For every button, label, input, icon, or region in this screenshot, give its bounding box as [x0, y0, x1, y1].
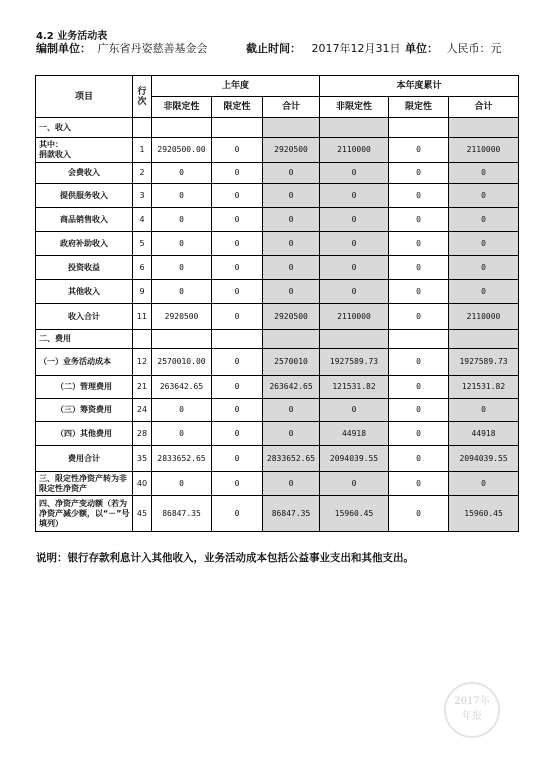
cell-cur-restricted: 0: [389, 304, 449, 330]
cell-cur-unrestricted: 0: [320, 163, 389, 184]
cell-prev-total: 2920500: [263, 138, 320, 163]
cell-cur-restricted: 0: [389, 472, 449, 496]
row-number: 28: [133, 422, 152, 446]
header-prev-year: 上年度: [152, 76, 320, 97]
row-number: 6: [133, 256, 152, 280]
row-item: 政府补助收入: [36, 232, 133, 256]
cell-cur-total: [449, 330, 519, 349]
currency-value: 人民币：元: [446, 42, 502, 55]
cell-prev-unrestricted: 0: [152, 472, 212, 496]
stamp-year: 2017年: [454, 696, 490, 707]
cell-prev-restricted: 0: [212, 232, 263, 256]
cell-prev-total: 2920500: [263, 304, 320, 330]
cell-prev-total: [263, 118, 320, 138]
cell-cur-unrestricted: 121531.82: [320, 376, 389, 399]
cell-prev-restricted: 0: [212, 280, 263, 304]
stamp-label: 年报: [462, 711, 482, 722]
cell-cur-total: 0: [449, 163, 519, 184]
table-row: [36, 446, 519, 472]
cell-cur-unrestricted: 0: [320, 256, 389, 280]
cell-prev-restricted: 0: [212, 163, 263, 184]
cell-prev-total: 0: [263, 232, 320, 256]
cell-prev-unrestricted: [152, 330, 212, 349]
cell-cur-unrestricted: 0: [320, 472, 389, 496]
table-row: [36, 496, 519, 532]
footnote: 说明：银行存款利息计入其他收入，业务活动成本包括公益事业支出和其他支出。: [36, 552, 414, 564]
row-item: 四、净资产变动额（若为净资产减少额，以“－”号填列）: [36, 496, 133, 532]
cell-cur-unrestricted: 15960.45: [320, 496, 389, 532]
cell-prev-restricted: 0: [212, 138, 263, 163]
header-prev-total: 合计: [263, 97, 320, 118]
row-item: 收入合计: [36, 304, 133, 330]
cell-cur-unrestricted: 2110000: [320, 138, 389, 163]
cell-prev-total: 2570010: [263, 349, 320, 376]
cell-prev-unrestricted: 0: [152, 256, 212, 280]
activity-table: [35, 75, 519, 532]
row-item: 商品销售收入: [36, 208, 133, 232]
row-item: 一、收入: [36, 118, 133, 138]
table-row: [36, 163, 519, 184]
cell-prev-total: 0: [263, 256, 320, 280]
cell-prev-unrestricted: 2833652.65: [152, 446, 212, 472]
row-number: 35: [133, 446, 152, 472]
cell-cur-total: 0: [449, 232, 519, 256]
cell-prev-restricted: 0: [212, 184, 263, 208]
cell-prev-total: 0: [263, 399, 320, 422]
row-item: （三）筹资费用: [36, 399, 133, 422]
row-number: 3: [133, 184, 152, 208]
cell-prev-restricted: 0: [212, 256, 263, 280]
cell-prev-unrestricted: 0: [152, 280, 212, 304]
table-row: [36, 184, 519, 208]
cell-prev-total: 86847.35: [263, 496, 320, 532]
row-number: 4: [133, 208, 152, 232]
row-item: （二）管理费用: [36, 376, 133, 399]
row-item: 费用合计: [36, 446, 133, 472]
cell-prev-unrestricted: 0: [152, 422, 212, 446]
cell-cur-restricted: 0: [389, 349, 449, 376]
cell-prev-restricted: 0: [212, 208, 263, 232]
deadline-value: 2017年12月31日: [311, 42, 401, 55]
row-number: 2: [133, 163, 152, 184]
annual-report-stamp: [444, 682, 500, 738]
row-number: 11: [133, 304, 152, 330]
cell-prev-restricted: [212, 118, 263, 138]
cell-cur-restricted: 0: [389, 208, 449, 232]
table-row: [36, 280, 519, 304]
row-item: 三、限定性净资产转为非限定性净资产: [36, 472, 133, 496]
cell-cur-unrestricted: 2094039.55: [320, 446, 389, 472]
row-item: 会费收入: [36, 163, 133, 184]
cell-prev-unrestricted: 2570010.00: [152, 349, 212, 376]
table-row: [36, 118, 519, 138]
header-prev-restricted: 限定性: [212, 97, 263, 118]
cell-cur-restricted: 0: [389, 184, 449, 208]
table-row: [36, 376, 519, 399]
row-number: 5: [133, 232, 152, 256]
cell-cur-restricted: 0: [389, 422, 449, 446]
cell-cur-total: 2110000: [449, 304, 519, 330]
table-row: [36, 232, 519, 256]
cell-prev-total: [263, 330, 320, 349]
cell-cur-total: 0: [449, 184, 519, 208]
row-item: 提供服务收入: [36, 184, 133, 208]
cell-cur-unrestricted: 0: [320, 280, 389, 304]
row-item: 其中： 捐款收入: [36, 138, 133, 163]
row-number: 24: [133, 399, 152, 422]
table-row: [36, 304, 519, 330]
cell-cur-total: 2094039.55: [449, 446, 519, 472]
cell-prev-unrestricted: 2920500.00: [152, 138, 212, 163]
cell-cur-restricted: 0: [389, 446, 449, 472]
header-cur-unrestricted: 非限定性: [320, 97, 389, 118]
cell-cur-total: 0: [449, 472, 519, 496]
cell-prev-unrestricted: 2920500: [152, 304, 212, 330]
cell-prev-unrestricted: 0: [152, 208, 212, 232]
cell-cur-unrestricted: 0: [320, 399, 389, 422]
row-number: 12: [133, 349, 152, 376]
row-item: （一）业务活动成本: [36, 349, 133, 376]
table-row: [36, 208, 519, 232]
table-row: [36, 349, 519, 376]
header-prev-unrestricted: 非限定性: [152, 97, 212, 118]
cell-cur-restricted: 0: [389, 399, 449, 422]
cell-prev-unrestricted: 263642.65: [152, 376, 212, 399]
header-item: 项目: [36, 76, 133, 118]
cell-prev-restricted: [212, 330, 263, 349]
deadline-label: 截止时间：: [246, 42, 301, 55]
row-item: 二、费用: [36, 330, 133, 349]
row-number: 21: [133, 376, 152, 399]
row-number: 1: [133, 138, 152, 163]
cell-cur-restricted: 0: [389, 138, 449, 163]
cell-cur-unrestricted: [320, 118, 389, 138]
table-row: [36, 422, 519, 446]
table-row: [36, 256, 519, 280]
cell-cur-restricted: [389, 118, 449, 138]
cell-prev-unrestricted: 0: [152, 399, 212, 422]
header-row-no: 行次: [133, 76, 152, 118]
cell-prev-total: 0: [263, 472, 320, 496]
cell-cur-restricted: 0: [389, 376, 449, 399]
cell-cur-total: 44918: [449, 422, 519, 446]
cell-cur-restricted: 0: [389, 256, 449, 280]
cell-cur-unrestricted: 0: [320, 208, 389, 232]
cell-prev-restricted: 0: [212, 422, 263, 446]
cell-cur-total: [449, 118, 519, 138]
row-item: （四）其他费用: [36, 422, 133, 446]
cell-prev-unrestricted: 0: [152, 163, 212, 184]
row-number: [133, 330, 152, 349]
cell-prev-total: 2833652.65: [263, 446, 320, 472]
cell-cur-total: 1927589.73: [449, 349, 519, 376]
cell-cur-restricted: 0: [389, 280, 449, 304]
cell-cur-restricted: 0: [389, 496, 449, 532]
row-item: 投资收益: [36, 256, 133, 280]
cell-cur-total: 0: [449, 280, 519, 304]
cell-prev-unrestricted: 0: [152, 184, 212, 208]
cell-prev-total: 0: [263, 422, 320, 446]
cell-prev-restricted: 0: [212, 304, 263, 330]
cell-prev-unrestricted: 0: [152, 232, 212, 256]
cell-cur-unrestricted: 0: [320, 184, 389, 208]
cell-cur-unrestricted: [320, 330, 389, 349]
unit-label: 编制单位：: [36, 42, 91, 55]
row-number: [133, 118, 152, 138]
row-number: 40: [133, 472, 152, 496]
cell-cur-restricted: 0: [389, 163, 449, 184]
cell-prev-total: 0: [263, 163, 320, 184]
row-number: 45: [133, 496, 152, 532]
currency-label: 单位：: [405, 42, 438, 55]
table-row: [36, 399, 519, 422]
header-cur-restricted: 限定性: [389, 97, 449, 118]
row-number: 9: [133, 280, 152, 304]
header-cur-year: 本年度累计: [320, 76, 519, 97]
cell-prev-total: 0: [263, 208, 320, 232]
cell-prev-total: 0: [263, 184, 320, 208]
table-row: [36, 330, 519, 349]
cell-prev-restricted: 0: [212, 472, 263, 496]
cell-prev-restricted: 0: [212, 446, 263, 472]
cell-cur-total: 0: [449, 208, 519, 232]
report-info: [36, 42, 516, 56]
cell-cur-unrestricted: 1927589.73: [320, 349, 389, 376]
section-title: 4.2 业务活动表: [36, 31, 108, 42]
cell-prev-restricted: 0: [212, 376, 263, 399]
cell-prev-restricted: 0: [212, 496, 263, 532]
cell-cur-restricted: 0: [389, 232, 449, 256]
cell-cur-restricted: [389, 330, 449, 349]
cell-cur-total: 121531.82: [449, 376, 519, 399]
row-item: 其他收入: [36, 280, 133, 304]
cell-prev-restricted: 0: [212, 399, 263, 422]
cell-cur-total: 2110000: [449, 138, 519, 163]
cell-cur-total: 0: [449, 399, 519, 422]
header-cur-total: 合计: [449, 97, 519, 118]
cell-prev-total: 263642.65: [263, 376, 320, 399]
cell-cur-total: 0: [449, 256, 519, 280]
unit-value: 广东省丹姿慈善基金会: [97, 42, 208, 55]
table-row: [36, 472, 519, 496]
cell-cur-unrestricted: 0: [320, 232, 389, 256]
cell-cur-unrestricted: 44918: [320, 422, 389, 446]
cell-cur-unrestricted: 2110000: [320, 304, 389, 330]
table-row: [36, 138, 519, 163]
cell-prev-total: 0: [263, 280, 320, 304]
cell-prev-unrestricted: [152, 118, 212, 138]
cell-prev-unrestricted: 86847.35: [152, 496, 212, 532]
cell-prev-restricted: 0: [212, 349, 263, 376]
cell-cur-total: 15960.45: [449, 496, 519, 532]
